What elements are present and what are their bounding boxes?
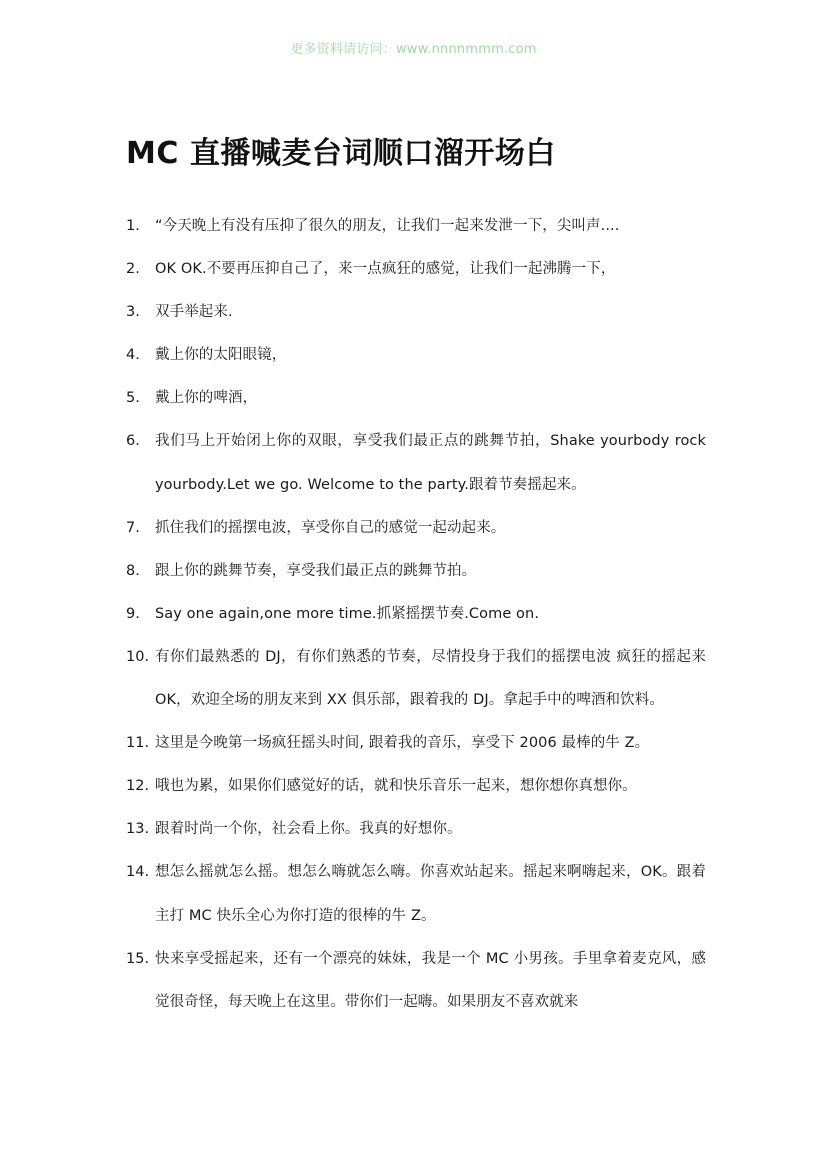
item-number: 11. bbox=[126, 735, 150, 752]
item-text: 跟着时尚一个你，社会看上你。我真的好想你。 bbox=[155, 821, 462, 838]
list-item bbox=[126, 938, 706, 1024]
item-number: 6. bbox=[126, 433, 140, 450]
lyrics-list bbox=[126, 205, 706, 1024]
item-text: OK OK.不要再压抑自己了，来一点疯狂的感觉，让我们一起沸腾一下， bbox=[155, 261, 616, 278]
item-number: 12. bbox=[126, 778, 150, 795]
item-text: 想怎么摇就怎么摇。想怎么嗨就怎么嗨。你喜欢站起来。摇起来啊嗨起来，OK。跟着主打 MC 快乐全心为你打造的很棒的牛 Z。 bbox=[155, 864, 706, 924]
item-text: 我们马上开始闭上你的双眼，享受我们最正点的跳舞节拍，Shake yourbody rock yourbody.Let we go. Welcome to the party.跟着节奏摇起来。 bbox=[155, 433, 706, 493]
watermark-url: 更多资料请访问：www.nnnnmmm.com bbox=[290, 42, 537, 57]
list-item bbox=[126, 291, 706, 334]
list-item bbox=[126, 248, 706, 291]
list-item bbox=[126, 722, 706, 765]
item-number: 15. bbox=[126, 950, 150, 967]
item-number: 13. bbox=[126, 821, 150, 838]
list-item bbox=[126, 507, 706, 550]
item-text: “今天晚上有没有压抑了很久的朋友，让我们一起来发泄一下，尖叫声.... bbox=[155, 218, 620, 234]
item-number: 8. bbox=[126, 562, 140, 579]
item-number: 3. bbox=[126, 304, 140, 321]
item-number: 4. bbox=[126, 347, 140, 364]
item-text: 戴上你的太阳眼镜， bbox=[155, 347, 287, 364]
list-item bbox=[126, 377, 706, 420]
item-number: 2. bbox=[126, 261, 140, 278]
item-text: 快来享受摇起来，还有一个漂亮的妹妹，我是一个 MC 小男孩。手里拿着麦克风，感觉很奇怪，每天晚上在这里。带你们一起嗨。如果朋友不喜欢就来 bbox=[155, 950, 706, 1010]
list-item bbox=[126, 550, 706, 593]
list-item bbox=[126, 765, 706, 808]
item-number: 14. bbox=[126, 864, 150, 881]
item-number: 9. bbox=[126, 605, 140, 622]
item-text: Say one again,one more time.抓紧摇摆节奏.Come on. bbox=[155, 605, 540, 622]
list-item bbox=[126, 334, 706, 377]
item-text: 有你们最熟悉的 DJ，有你们熟悉的节奏，尽情投身于我们的摇摆电波 疯狂的摇起来 OK，欢迎全场的朋友来到 XX 俱乐部，跟着我的 DJ。拿起手中的啤酒和饮料。 bbox=[155, 648, 706, 709]
list-item bbox=[126, 808, 706, 851]
item-text: 双手举起来. bbox=[155, 304, 233, 321]
item-text: 戴上你的啤酒， bbox=[155, 390, 258, 407]
item-number: 5. bbox=[126, 390, 140, 407]
item-text: 这里是今晚第一场疯狂摇头时间, 跟着我的音乐，享受下 2006 最棒的牛 Z。 bbox=[155, 735, 650, 752]
page-title: MC 直播喊麦台词顺口溜开场白 bbox=[126, 136, 556, 171]
item-text: 哦也为累，如果你们感觉好的话，就和快乐音乐一起来，想你想你真想你。 bbox=[155, 778, 637, 795]
item-number: 1. bbox=[126, 218, 140, 234]
list-item bbox=[126, 205, 706, 248]
item-text: 抓住我们的摇摆电波，享受你自己的感觉一起动起来。 bbox=[155, 519, 506, 536]
list-item bbox=[126, 420, 706, 506]
list-item bbox=[126, 593, 706, 636]
item-number: 7. bbox=[126, 519, 140, 536]
item-text: 跟上你的跳舞节奏，享受我们最正点的跳舞节拍。 bbox=[155, 562, 477, 579]
list-item bbox=[126, 851, 706, 937]
list-item bbox=[126, 636, 706, 722]
item-number: 10. bbox=[126, 648, 150, 665]
